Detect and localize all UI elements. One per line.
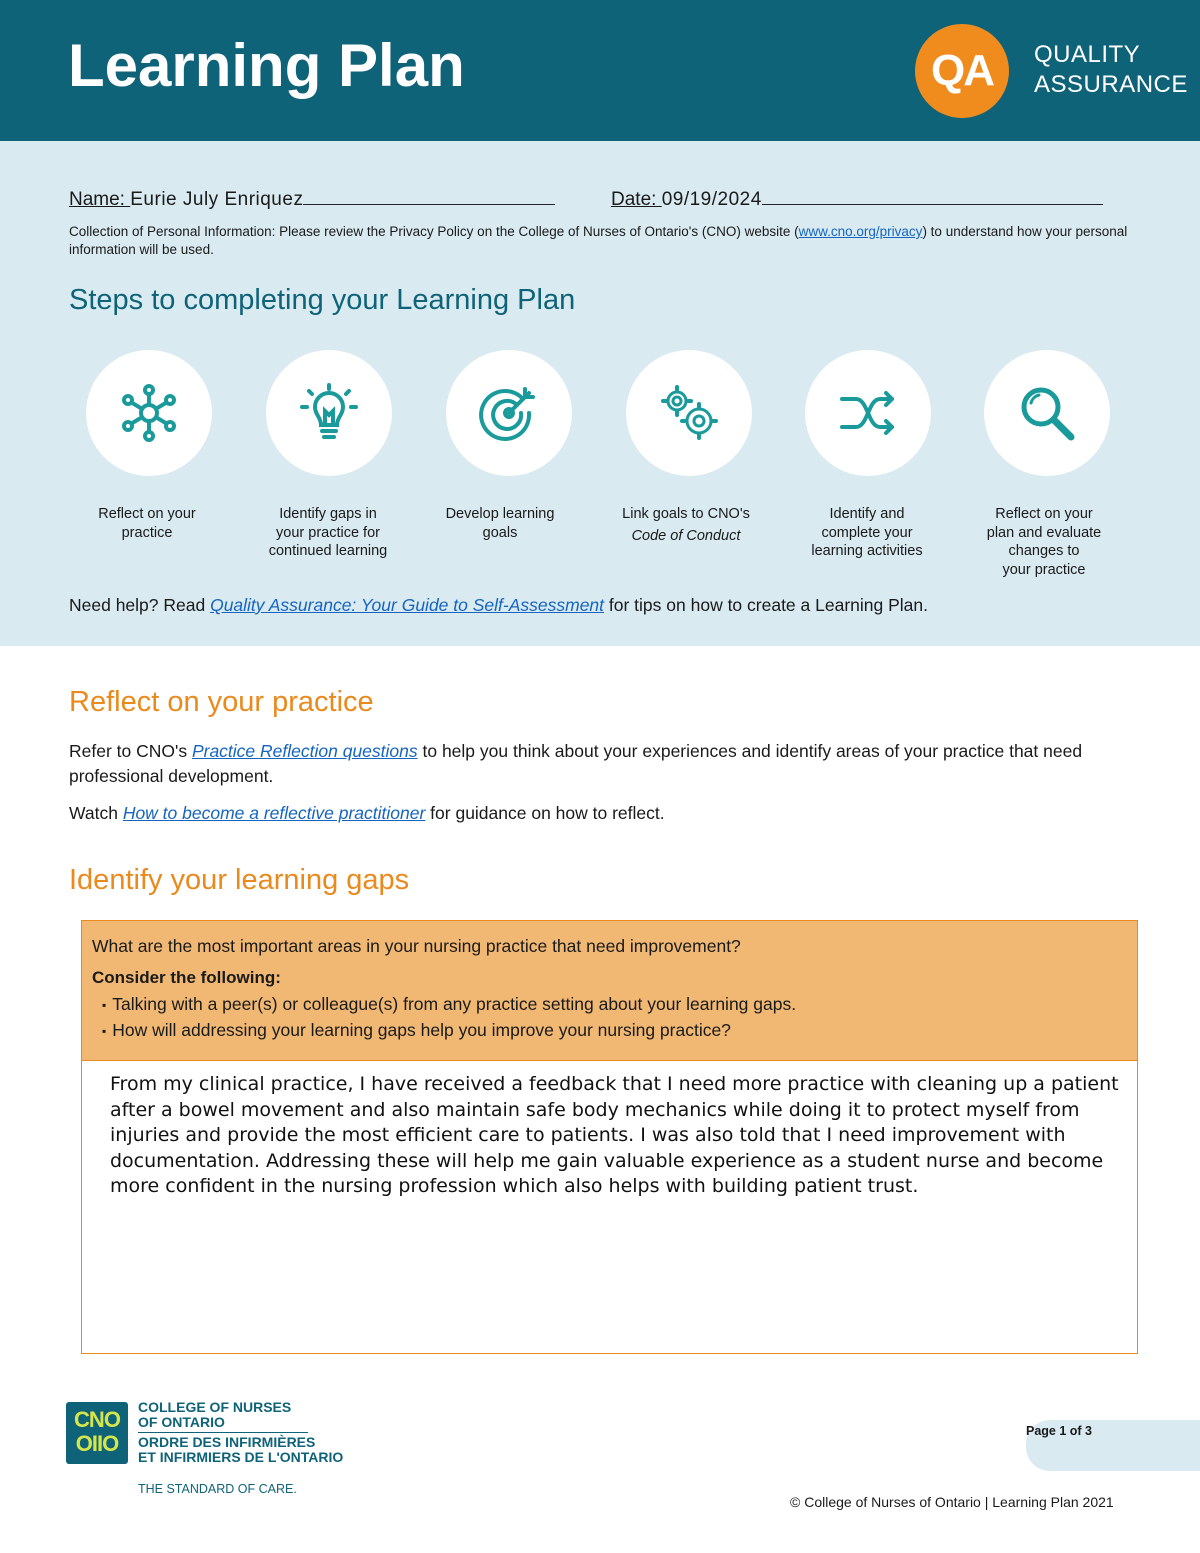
date-underline bbox=[762, 187, 1103, 205]
steps-heading: Steps to completing your Learning Plan bbox=[69, 284, 576, 316]
header-banner bbox=[0, 0, 1200, 141]
step-circle-gaps bbox=[266, 350, 392, 476]
step-label-line: Identify and bbox=[829, 506, 905, 522]
help-text-start: Need help? Read bbox=[69, 595, 211, 615]
step-label-line: learning activities bbox=[811, 543, 923, 559]
step-circle-evaluate bbox=[984, 350, 1110, 476]
cno-logo bbox=[66, 1402, 128, 1464]
date-label: Date: bbox=[611, 189, 662, 210]
date-field[interactable] bbox=[611, 187, 1103, 212]
step-label-line: Link goals to CNO's bbox=[622, 506, 750, 522]
step-label-line: complete your bbox=[821, 524, 913, 541]
step-label-line: plan and evaluate bbox=[986, 524, 1102, 541]
gaps-heading: Identify your learning gaps bbox=[69, 864, 410, 896]
consider-list bbox=[102, 992, 796, 1044]
bullet-text: How will addressing your learning gaps help you improve your nursing practice? bbox=[112, 1019, 731, 1040]
help-text-end: for tips on how to create a Learning Plan. bbox=[604, 595, 928, 615]
privacy-notice bbox=[69, 223, 1129, 259]
step-label-line: Reflect on your bbox=[98, 506, 196, 522]
reflect-p1-end: to help you think about your experiences and identify areas of your practice that need professional development. bbox=[69, 741, 1083, 786]
org-line: ET INFIRMIERS DE L'ONTARIO bbox=[138, 1449, 344, 1465]
qa-text-line2: ASSURANCE bbox=[1034, 71, 1188, 98]
network-icon bbox=[119, 383, 179, 443]
self-assessment-guide-link[interactable]: Quality Assurance: Your Guide to Self-Assessment bbox=[210, 595, 605, 615]
name-field[interactable] bbox=[69, 187, 555, 212]
help-text bbox=[69, 594, 928, 616]
privacy-text: Collection of Personal Information: Please review the Privacy Policy on the College of Nurses of Ontario's (CNO) website ( bbox=[69, 224, 799, 239]
step-circle-link bbox=[626, 350, 752, 476]
learning-gaps-answer[interactable]: From my clinical practice, I have received a feedback that I need more practice with cleaning up a patient after a bowel movement and also maintain safe body mechanics while doing it to protect myself from injuries and provide the most efficient care to patients. I was also told that I need improvement with documentation. Addressing these will help me gain valuable experience as a student nurse and become more confident in the nursing profession which also helps with building patient trust. bbox=[110, 1073, 1119, 1197]
page-number: Page 1 of 3 bbox=[1026, 1424, 1092, 1438]
step-label-evaluate bbox=[969, 505, 1119, 579]
qa-text-line1: QUALITY bbox=[1034, 41, 1141, 68]
org-name bbox=[138, 1400, 343, 1465]
step-label-line: Reflect on your bbox=[995, 506, 1093, 522]
list-item bbox=[102, 992, 796, 1018]
bullet-text: Talking with a peer(s) or colleague(s) from any practice setting about your learning gaps. bbox=[112, 994, 797, 1014]
step-label-reflect bbox=[72, 505, 222, 542]
copyright: © College of Nurses of Ontario | Learning Plan 2021 bbox=[790, 1494, 1114, 1510]
qa-logo: QA bbox=[915, 24, 1009, 118]
qa-logo-text bbox=[1034, 40, 1188, 100]
shuffle-icon bbox=[838, 383, 898, 443]
name-underline bbox=[303, 187, 555, 205]
privacy-link[interactable]: www.cno.org/privacy bbox=[798, 224, 923, 239]
step-label-line: your practice for bbox=[276, 524, 380, 541]
step-circle-reflect bbox=[86, 350, 212, 476]
reflect-p1-start: Refer to CNO's bbox=[69, 741, 192, 761]
target-icon bbox=[479, 383, 539, 443]
org-line: ORDRE DES INFIRMIÈRES bbox=[138, 1434, 316, 1450]
reflective-practitioner-link[interactable]: How to become a reflective practitioner bbox=[122, 803, 426, 823]
reflect-paragraph-1 bbox=[69, 739, 1109, 789]
step-circle-activities bbox=[805, 350, 931, 476]
step-label-line: continued learning bbox=[268, 543, 388, 559]
step-label-line: changes to bbox=[1008, 543, 1080, 559]
step-label-line: Identify gaps in bbox=[279, 506, 377, 522]
org-line: COLLEGE OF NURSES bbox=[138, 1399, 292, 1415]
date-value: 09/19/2024 bbox=[661, 189, 762, 210]
gears-icon bbox=[659, 383, 719, 443]
code-of-conduct-text: Code of Conduct bbox=[631, 527, 741, 544]
page-title: Learning Plan bbox=[68, 32, 465, 99]
step-label-line: Develop learning bbox=[445, 506, 555, 522]
name-label: Name: bbox=[69, 189, 131, 210]
org-line: OF ONTARIO bbox=[138, 1414, 225, 1430]
step-label-gaps bbox=[253, 505, 403, 561]
reflect-heading: Reflect on your practice bbox=[69, 686, 374, 718]
step-label-line: your practice bbox=[1002, 561, 1086, 578]
reflect-paragraph-2 bbox=[69, 801, 1109, 826]
logo-bottom-text: OIIO bbox=[75, 1431, 119, 1456]
learning-gaps-box bbox=[81, 920, 1138, 1354]
gaps-prompt bbox=[82, 921, 1137, 1061]
consider-label: Consider the following: bbox=[92, 968, 281, 987]
privacy-text-end: ) to understand how your personal information will be used. bbox=[69, 224, 1128, 257]
name-value: Eurie July Enriquez bbox=[130, 189, 304, 210]
step-circle-goals bbox=[446, 350, 572, 476]
step-label-line: practice bbox=[121, 524, 173, 541]
gaps-question: What are the most important areas in your nursing practice that need improvement? bbox=[92, 936, 741, 956]
tagline: THE STANDARD OF CARE. bbox=[138, 1482, 297, 1496]
step-label-goals bbox=[425, 505, 575, 542]
magnifier-icon bbox=[1017, 383, 1077, 443]
step-label-line: goals bbox=[482, 524, 518, 541]
lightbulb-icon bbox=[299, 383, 359, 443]
step-label-link bbox=[611, 505, 761, 545]
logo-top-text: CNO bbox=[74, 1407, 120, 1432]
step-label-activities bbox=[792, 505, 942, 561]
reflect-p2-end: for guidance on how to reflect. bbox=[425, 803, 665, 823]
reflect-p2-start: Watch bbox=[69, 803, 123, 823]
practice-reflection-link[interactable]: Practice Reflection questions bbox=[191, 741, 418, 761]
list-item bbox=[102, 1018, 796, 1044]
org-divider bbox=[138, 1432, 308, 1433]
